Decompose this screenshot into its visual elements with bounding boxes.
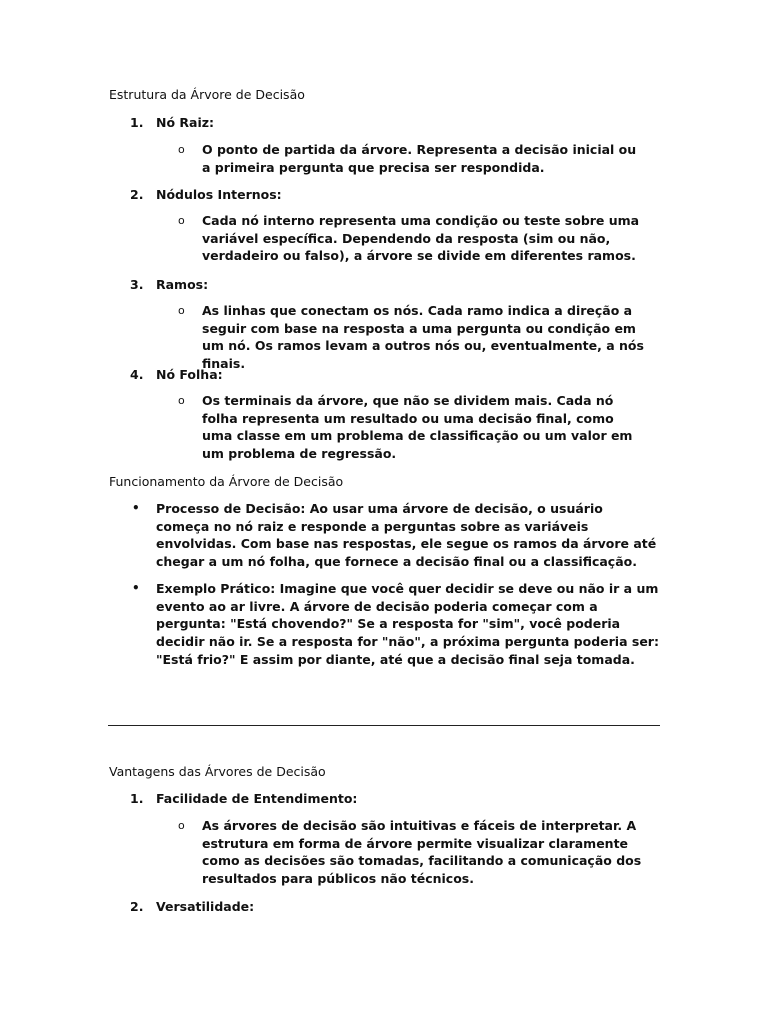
sub-item <box>178 392 648 463</box>
section-heading: Vantagens das Árvores de Decisão <box>109 764 326 779</box>
sub-item-text: As árvores de decisão são intuitivas e fáceis de interpretar. A estrutura em forma de árvore permite visualizar claramente como as decisões são tomadas, facilitando a comunicação dos resultados para públicos não técnicos. <box>202 818 642 887</box>
numbered-item <box>130 898 254 915</box>
item-number: 2. <box>130 899 144 914</box>
numbered-item <box>130 114 214 131</box>
sub-item <box>178 302 648 373</box>
sub-item <box>178 141 648 176</box>
sub-item-text: As linhas que conectam os nós. Cada ramo indica a direção a seguir com base na resposta a uma pergunta ou condição em um nó. Os ramos levam a outros nós ou, eventualmente, a nós finais. <box>202 303 644 372</box>
numbered-item <box>130 186 282 203</box>
circle-bullet-icon: o <box>178 819 185 832</box>
sub-item-text: Cada nó interno representa uma condição ou teste sobre uma variável específica. Dependendo da resposta (sim ou não, verdadeiro ou falso), a árvore se divide em diferentes ramos. <box>202 213 640 264</box>
item-number: 4. <box>130 367 144 382</box>
item-label: Nó Raiz: <box>156 115 215 130</box>
numbered-item <box>130 366 223 383</box>
bullet-item <box>130 500 660 571</box>
circle-bullet-icon: o <box>178 143 185 156</box>
sub-item <box>178 817 648 888</box>
item-number: 2. <box>130 187 144 202</box>
numbered-item <box>130 790 357 807</box>
item-number: 1. <box>130 115 144 130</box>
item-number: 3. <box>130 277 144 292</box>
horizontal-divider <box>108 725 660 726</box>
sub-item-text: Os terminais da árvore, que não se dividem mais. Cada nó folha representa um resultado ou uma decisão final, como uma classe em um problema de classificação ou um valor em um problema de regressão. <box>202 393 633 462</box>
bullet-item <box>130 580 660 669</box>
section-heading: Funcionamento da Árvore de Decisão <box>109 474 344 489</box>
dot-bullet-icon: • <box>132 501 140 515</box>
circle-bullet-icon: o <box>178 304 185 317</box>
numbered-item <box>130 276 208 293</box>
section-heading: Estrutura da Árvore de Decisão <box>109 87 305 102</box>
bullet-text: Exemplo Prático: Imagine que você quer decidir se deve ou não ir a um evento ao ar livre. A árvore de decisão poderia começar com a pergunta: "Está chovendo?" Se a resposta for "sim", você poderia decidir não ir. Se a resposta for "não", a próxima pergunta poderia ser: "Está frio?" E assim por diante, até que a decisão final seja tomada. <box>156 581 659 667</box>
item-label: Nódulos Internos: <box>156 187 282 202</box>
dot-bullet-icon: • <box>132 581 140 595</box>
circle-bullet-icon: o <box>178 214 185 227</box>
sub-item <box>178 212 648 265</box>
item-label: Facilidade de Entendimento: <box>156 791 358 806</box>
item-label: Ramos: <box>156 277 209 292</box>
item-label: Nó Folha: <box>156 367 223 382</box>
circle-bullet-icon: o <box>178 394 185 407</box>
sub-item-text: O ponto de partida da árvore. Representa a decisão inicial ou a primeira pergunta que precisa ser respondida. <box>202 142 637 175</box>
item-number: 1. <box>130 791 144 806</box>
bullet-text: Processo de Decisão: Ao usar uma árvore de decisão, o usuário começa no nó raiz e responde a perguntas sobre as variáveis envolvidas. Com base nas respostas, ele segue os ramos da árvore até chegar a um nó folha, que fornece a decisão final ou a classificação. <box>156 501 657 570</box>
item-label: Versatilidade: <box>156 899 255 914</box>
